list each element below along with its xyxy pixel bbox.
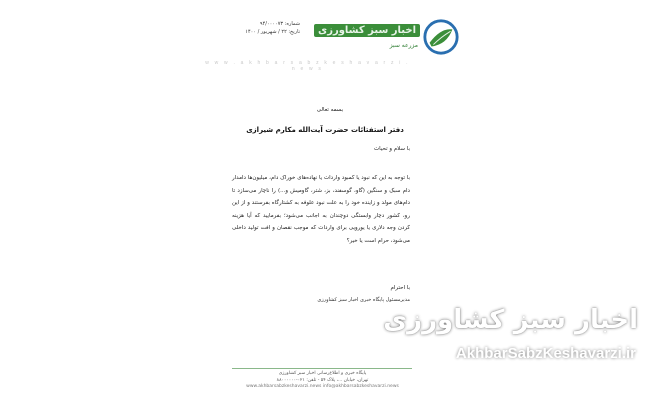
- watermark-title: اخبار سبز کشاورزی: [383, 305, 638, 335]
- regards: با احترام: [390, 285, 410, 291]
- greeting: با سلام و تحیات: [374, 146, 410, 152]
- body-paragraph: با توجه به این که نبود یا کمبود واردات یا نهاده‌های خوراک دام، میلیون‌ها دامدار دام سبک و سنگین (گاو، گوسفند، بز، شتر، گاومیش و...) را ناچار می‌سازد تا دام‌های مولد و زاینده خود را به علت نبود علوفه به کشتارگاه بفرستند و از این رو، کشور دچار وابستگی دوچندان به اجانب می‌شود؛ بفرمایید که آیا هزینه کردن وجه دلاری یا یورویی برای واردات که موجب نقصان و افت تولید داخلی می‌شود، حرام است یا خیر؟: [232, 175, 410, 244]
- footer-org: پایگاه خبری و اطلاع‌رسانی اخبار سبز کشاورزی: [278, 371, 367, 376]
- letter-meta: [230, 20, 300, 36]
- brand-title: اخبار سبز کشاورزی: [314, 24, 420, 37]
- signer: مدیرمسئول پایگاه خبری اخبار سبز کشاورزی: [317, 297, 410, 303]
- watermark-url: AkhbarSabzKeshavarzi.ir: [455, 345, 636, 362]
- leaf-globe-icon: [422, 18, 460, 56]
- footer-address: تهران، خیابان ...، پلاک ۵۴ - تلفن: ۰۲۱-۸۸۰۰۰۰۰۰: [276, 377, 369, 383]
- letterhead-url: w w w . a k h b a r s a b z k e s h a v a r z i . n e w s: [205, 60, 410, 72]
- letter-footer: [225, 371, 420, 391]
- brand-subtitle: مزرعه سبز: [389, 42, 418, 49]
- footer-urls: www.akhbarsabzkeshavarzi.news info@akhbarsabzkeshavarzi.news: [246, 384, 399, 389]
- brand-logo: [318, 18, 460, 58]
- letter-body: [232, 172, 410, 247]
- letter-number: شماره: ۹۴/۰۰۰۰۷۳: [259, 21, 300, 27]
- recipient: دفتر استفتائات حضرت آیت‌الله مکارم شیرازی: [246, 126, 404, 134]
- letter-date: تاریخ: ۲۲ / شهریور / ۱۴۰۰: [245, 29, 300, 35]
- invocation: بسمه تعالی: [316, 107, 344, 113]
- footer-divider: [232, 368, 412, 369]
